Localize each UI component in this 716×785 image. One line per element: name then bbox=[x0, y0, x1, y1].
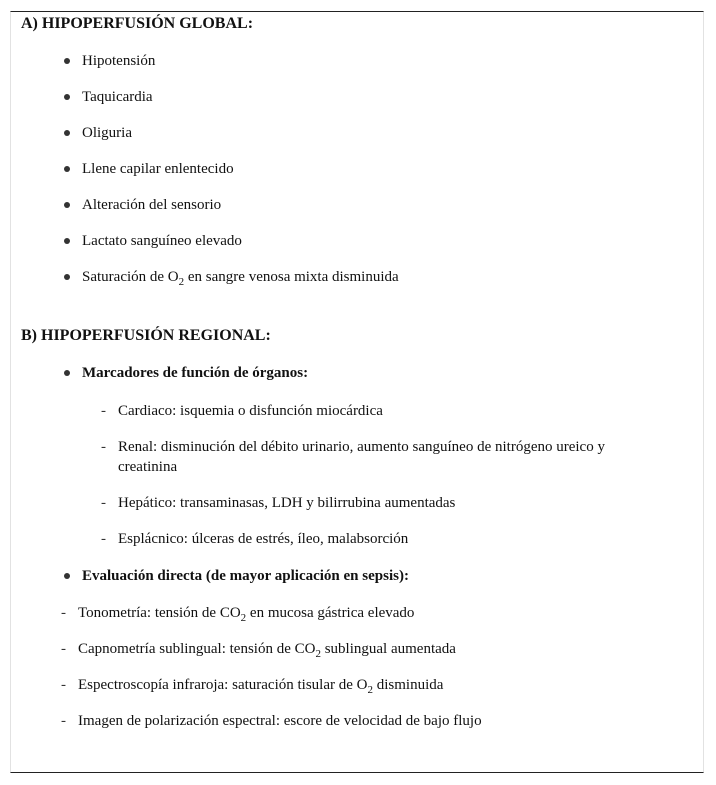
list-item: Oliguria bbox=[82, 125, 132, 141]
bullet-icon bbox=[64, 58, 70, 64]
list-item-saturation: Saturación de $O_2$ en sangre venosa mixta disminuida bbox=[82, 269, 399, 288]
list-item: Cardiaco: isquemia o disfunción miocárdica bbox=[118, 403, 383, 419]
bullet-icon bbox=[64, 370, 70, 376]
dash-icon: - bbox=[61, 713, 66, 729]
list-item-capnometry: Capnometría sublingual: tensión de $CO_2$ sublingual aumentada bbox=[78, 641, 456, 660]
direct-eval-title: Evaluación directa (de mayor aplicación en sepsis): bbox=[82, 568, 409, 584]
list-item: Llene capilar enlentecido bbox=[82, 161, 234, 177]
bullet-icon bbox=[64, 573, 70, 579]
bullet-icon bbox=[64, 238, 70, 244]
list-item: Alteración del sensorio bbox=[82, 197, 222, 213]
dash-icon: - bbox=[61, 605, 66, 621]
list-item-imaging: Imagen de polarización espectral: escore de velocidad de bajo flujo bbox=[78, 713, 482, 729]
list-item: Hipotensión bbox=[82, 53, 156, 69]
list-item: Hepático: transaminasas, LDH y bilirrubina aumentadas bbox=[118, 495, 456, 511]
list-item-tonometry: Tonometría: tensión de $CO_2$ en mucosa gástrica elevado bbox=[78, 605, 415, 624]
dash-icon: - bbox=[101, 495, 106, 511]
dash-icon: - bbox=[101, 531, 106, 547]
dash-icon: - bbox=[61, 677, 66, 693]
bullet-icon bbox=[64, 130, 70, 136]
list-item: Esplácnico: úlceras de estrés, íleo, malabsorción bbox=[118, 531, 409, 547]
bullet-icon bbox=[64, 202, 70, 208]
list-item-continuation: creatinina bbox=[118, 459, 178, 475]
bullet-icon bbox=[64, 94, 70, 100]
section-b-title: B) HIPOPERFUSIÓN REGIONAL: bbox=[21, 327, 271, 344]
dash-icon: - bbox=[61, 641, 66, 657]
organ-markers-title: Marcadores de función de órganos: bbox=[82, 365, 309, 381]
list-item: Taquicardia bbox=[82, 89, 153, 105]
bullet-icon bbox=[64, 274, 70, 280]
list-item-spectroscopy: Espectroscopía infraroja: saturación tisular de $O_2$ disminuida bbox=[78, 677, 444, 696]
dash-icon: - bbox=[101, 403, 106, 419]
list-item: Lactato sanguíneo elevado bbox=[82, 233, 242, 249]
dash-icon: - bbox=[101, 439, 106, 455]
section-a-title: A) HIPOPERFUSIÓN GLOBAL: bbox=[21, 15, 254, 32]
bullet-icon bbox=[64, 166, 70, 172]
list-item: Renal: disminución del débito urinario, aumento sanguíneo de nitrógeno ureico y bbox=[118, 439, 605, 455]
